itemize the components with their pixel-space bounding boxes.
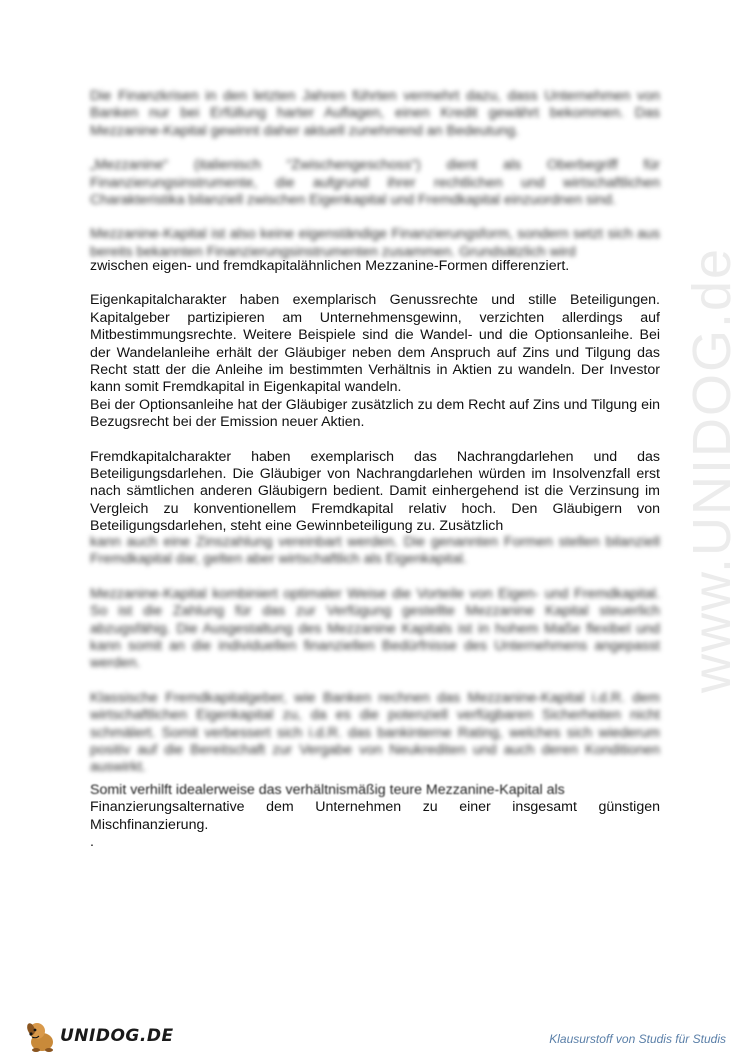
watermark: www.UNIDOG.de	[682, 246, 742, 694]
paragraph: kann auch eine Zinszahlung vereinbart werden. Die genannten Formen stellen bilanziell Fremdkapital dar, gelten aber wirtschaftlich als Eigenkapital.	[90, 534, 660, 568]
footer-slogan: Klausurstoff von Studis für Studis	[549, 1032, 726, 1046]
blurred-middle	[90, 534, 660, 777]
paragraph: Klassische Fremdkapitalgeber, wie Banken rechnen das Mezzanine-Kapital i.d.R. dem wirtschaftlichen Eigenkapital zu, da es die potenziell verfügbaren Sicherheiten nicht schmälert. Somit verbessert sich i.d.R. das bankinterne Rating, welches sich wiederum positiv auf die Bereitschaft zur Vergabe von Neukrediten und auch deren Konditionen auswirkt.	[90, 689, 660, 776]
paragraph-optionsanleihe: Bei der Optionsanleihe hat der Gläubiger zusätzlich zu dem Recht auf Zins und Tilgung ein Bezugsrecht bei der Emission neuer Aktien.	[90, 396, 660, 431]
paragraph-fremdkapital: Fremdkapitalcharakter haben exemplarisch das Nachrangdarlehen und das Beteiligungsdarlehen. Die Gläubiger von Nachrangdarlehen würden im Insolvenzfall erst nach sämtlichen anderen Gläubigern bedient. Damit einhergehend ist die Verzinsung im Vergleich zu konventionellem Fremdkapital relativ hoch. Den Gläubigern von Beteiligungsdarlehen, steht eine Gewinnbeteiligung zu. Zusätzlich	[90, 448, 660, 535]
blurred-intro	[90, 88, 660, 261]
paragraph-line-partial: Somit verhilft idealerweise das verhältnismäßig teure Mezzanine-Kapital als	[90, 782, 565, 798]
paragraph: Mezzanine-Kapital ist also keine eigenständige Finanzierungsform, sondern setzt sich aus bereits bekannten Finanzierungsinstrumenten zusammen. Grundsätzlich wird	[90, 226, 660, 260]
dog-icon	[22, 1016, 62, 1056]
visible-section	[90, 258, 660, 536]
paragraph: Die Finanzkrisen in den letzten Jahren führten vermehrt dazu, dass Unternehmen von Banken nur bei Erfüllung harter Auflagen, einen Kredit gewährt bekommen. Das Mezzanine-Kapital gewinnt daher aktuell zunehmend an Bedeutung.	[90, 88, 660, 139]
paragraph: „Mezzanine“ (italienisch “Zwischengeschoss“) dient als Oberbegriff für Finanzierungsinstrumente, die aufgrund ihrer rechtlichen und wirtschaftlichen Charakteristika bilanziell zwischen Eigenkapital und Fremdkapital einzuordnen sind.	[90, 157, 660, 209]
final-dot: .	[90, 834, 94, 851]
final-section	[90, 782, 660, 852]
paragraph-final: Finanzierungsalternative dem Unternehmen zu einer insgesamt günstigen Mischfinanzierung.	[90, 799, 660, 833]
paragraph-eigenkapital: Eigenkapitalcharakter haben exemplarisch Genussrechte und stille Beteiligungen. Kapitalgeber partizipieren am Unternehmensgewinn, verzichten allerdings auf Mitbestimmungsrechte. Weitere Beispiele sind die Wandel- und die Optionsanleihe. Bei der Wandelanleihe erhält der Gläubiger neben dem Anspruch auf Zins und Tilgung das Recht statt der die Anleihe im bestimmten Verhältnis in Aktien zu wandeln. Der Investor kann somit Fremdkapital in Eigenkapital wandeln.	[90, 292, 660, 396]
logo-text: UNIDOG.DE	[60, 1026, 174, 1046]
paragraph-line: zwischen eigen- und fremdkapitalähnlichen Mezzanine-Formen differenziert.	[90, 258, 570, 274]
paragraph: Mezzanine-Kapital kombiniert optimaler Weise die Vorteile von Eigen- und Fremdkapital. So ist die Zahlung für das zur Verfügung gestellte Mezzanine Kapital steuerlich abzugsfähig. Die Ausgestaltung des Mezzanine Kapitals ist in hohem Maße flexibel und kann somit an die individuellen finanziellen Bedürfnisse des Unternehmens angepasst werden.	[90, 585, 660, 672]
unidog-logo[interactable]	[22, 1016, 182, 1052]
